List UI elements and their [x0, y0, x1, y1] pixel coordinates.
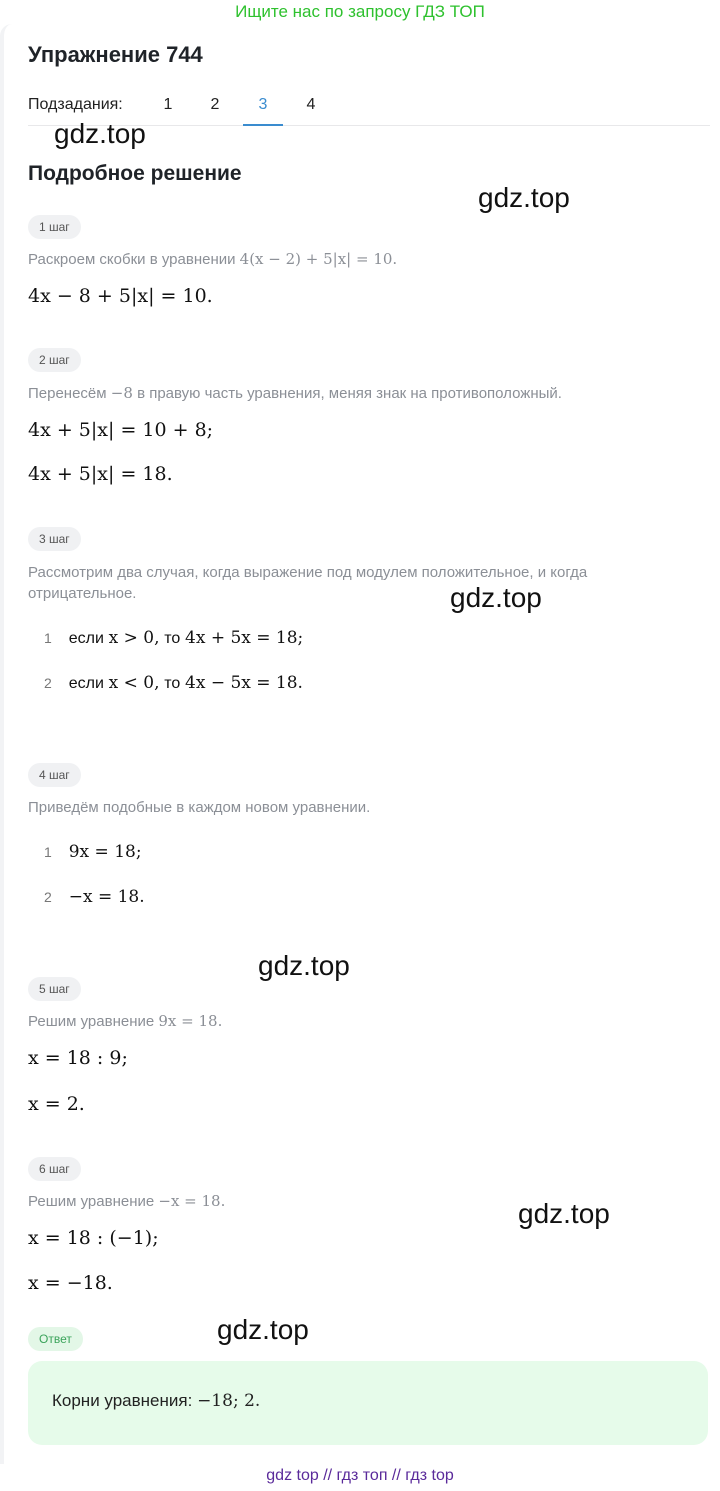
step-5-desc-text: Решим уравнение: [28, 1013, 155, 1030]
watermark-4: gdz.top: [258, 950, 350, 981]
item-1-index: 1: [44, 844, 52, 860]
step-2-description: [28, 383, 688, 404]
step-4-item-1: [44, 842, 142, 862]
item-2-index: 2: [44, 889, 52, 905]
step-4-badge: 4 шаг: [28, 763, 81, 787]
item-2-equation: −x = 18.: [68, 887, 145, 907]
watermark-2: gdz.top: [478, 182, 570, 213]
step-5-badge: 5 шаг: [28, 977, 81, 1001]
watermark-6: gdz.top: [217, 1314, 309, 1345]
subtask-tab-2[interactable]: 2: [210, 96, 220, 113]
step-1-desc-math: 4(x − 2) + 5|x| = 10.: [239, 250, 398, 268]
case-1-if: если: [68, 630, 104, 647]
top-banner[interactable]: Ищите нас по запросу ГДЗ ТОП: [235, 2, 485, 21]
step-2-equation-1: 4x + 5|x| = 10 + 8;: [28, 419, 214, 441]
step-2-badge: 2 шаг: [28, 348, 81, 372]
step-2-desc-math: −8: [110, 384, 133, 402]
case-1-then: то: [164, 630, 181, 647]
step-6-desc-math: −x = 18.: [158, 1192, 226, 1210]
case-2-then: то: [164, 675, 181, 692]
step-4-item-2: [44, 887, 145, 907]
step-6-desc-text: Решим уравнение: [28, 1193, 155, 1210]
step-4-description: Приведём подобные в каждом новом уравнении.: [28, 799, 371, 816]
item-1-equation: 9x = 18;: [68, 842, 142, 862]
case-2-equation: 4x − 5x = 18.: [185, 673, 303, 693]
subtasks-label: Подзадания:: [28, 96, 123, 113]
case-1-index: 1: [44, 630, 52, 646]
active-tab-indicator: [243, 124, 283, 126]
watermark-5: gdz.top: [518, 1198, 610, 1229]
step-3-badge: 3 шаг: [28, 527, 81, 551]
case-2-if: если: [68, 675, 104, 692]
case-1-equation: 4x + 5x = 18;: [185, 628, 304, 648]
step-2-desc-post: в правую часть уравнения, меняя знак на противоположный.: [137, 385, 562, 402]
footer-links[interactable]: gdz top // гдз топ // гдз top: [266, 1467, 454, 1484]
step-6-description: [28, 1191, 688, 1212]
watermark-3: gdz.top: [450, 582, 542, 613]
answer-badge: Ответ: [28, 1327, 83, 1351]
step-5-equation-2: x = 2.: [28, 1093, 85, 1115]
step-3-case-1: [44, 628, 303, 648]
step-5-desc-math: 9x = 18.: [158, 1012, 223, 1030]
step-1-desc-text: Раскроем скобки в уравнении: [28, 251, 236, 268]
watermark-1: gdz.top: [54, 118, 146, 149]
subtask-tab-3[interactable]: 3: [258, 96, 268, 113]
section-title: Подробное решение: [28, 162, 242, 185]
step-6-equation-2: x = −18.: [28, 1272, 113, 1294]
answer-math: −18; 2.: [197, 1391, 261, 1411]
answer-box: [28, 1361, 708, 1445]
step-3-description: Рассмотрим два случая, когда выражение под модулем положительное, и когда отрицательное.: [28, 564, 588, 602]
answer-content: [52, 1391, 260, 1411]
step-5-equation-1: x = 18 : 9;: [28, 1047, 128, 1069]
step-1-description: [28, 249, 688, 270]
subtask-tab-1[interactable]: 1: [163, 96, 173, 113]
case-2-index: 2: [44, 675, 52, 691]
subtask-tab-4[interactable]: 4: [306, 96, 316, 113]
step-2-desc-pre: Перенесём: [28, 385, 107, 402]
case-2-condition: x < 0,: [108, 673, 160, 693]
step-3-case-2: [44, 673, 303, 693]
page-title: Упражнение 744: [28, 42, 203, 67]
step-6-equation-1: x = 18 : (−1);: [28, 1227, 159, 1249]
step-1-badge: 1 шаг: [28, 215, 81, 239]
step-2-equation-2: 4x + 5|x| = 18.: [28, 463, 173, 485]
step-1-equation: 4x − 8 + 5|x| = 10.: [28, 285, 213, 307]
step-6-badge: 6 шаг: [28, 1157, 81, 1181]
answer-text: Корни уравнения:: [52, 1391, 193, 1410]
case-1-condition: x > 0,: [108, 628, 160, 648]
step-5-description: [28, 1011, 688, 1032]
